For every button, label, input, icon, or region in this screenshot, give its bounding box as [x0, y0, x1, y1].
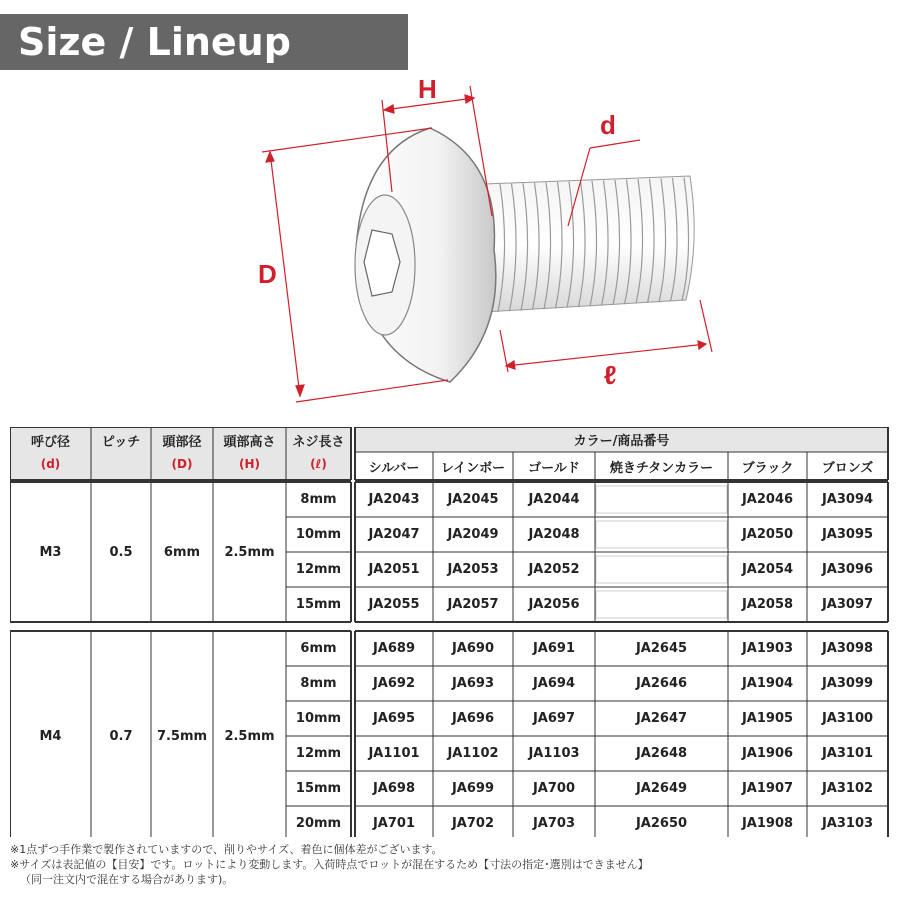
- header-nominal-sub: (d): [40, 457, 61, 471]
- note-3: （同一注文内で混在する場合があります)。: [20, 873, 234, 886]
- header-thread_len: ネジ長さ: [292, 434, 345, 450]
- product-code-cell: JA3099: [821, 676, 874, 691]
- product-code-cell: JA1101: [368, 746, 420, 761]
- product-code-cell: JA697: [532, 711, 576, 726]
- length-cell: 15mm: [295, 781, 342, 796]
- header-color-0: シルバー: [368, 460, 420, 476]
- product-code-cell: JA695: [372, 711, 416, 726]
- product-code-cell: JA2058: [741, 597, 794, 612]
- product-code-cell: JA690: [451, 641, 495, 656]
- product-code-cell: JA3102: [821, 781, 874, 796]
- product-code-cell: JA1903: [741, 641, 794, 656]
- bolt-head: [355, 128, 496, 382]
- product-code-cell: JA699: [451, 781, 495, 796]
- product-code-cell: JA3103: [821, 816, 874, 831]
- product-code-cell: JA2046: [741, 492, 794, 507]
- header-head_height-sub: (H): [238, 457, 260, 471]
- length-cell: 12mm: [295, 562, 342, 577]
- label-D: D: [258, 259, 277, 289]
- product-code-cell: JA2045: [447, 492, 499, 507]
- product-code-cell: JA2056: [528, 597, 580, 612]
- product-code-cell: JA2049: [447, 527, 499, 542]
- header-color-1: レインボー: [440, 460, 506, 476]
- product-code-cell: [595, 552, 728, 587]
- product-code-cell: JA2043: [368, 492, 420, 507]
- notes: [10, 842, 890, 887]
- bolt-shaft: [484, 176, 694, 312]
- product-code-cell: JA2647: [635, 711, 688, 726]
- header-head_height: 頭部高さ: [223, 434, 276, 450]
- product-code-cell: JA2053: [447, 562, 499, 577]
- product-code-cell: JA2047: [368, 527, 420, 542]
- product-code-cell: [595, 517, 728, 552]
- product-code-cell: JA3098: [821, 641, 874, 656]
- product-code-cell: JA2057: [447, 597, 499, 612]
- product-code-cell: JA703: [532, 816, 576, 831]
- product-code-cell: JA1905: [741, 711, 794, 726]
- head-height-cell: 2.5mm: [224, 728, 275, 744]
- length-cell: 8mm: [300, 676, 337, 691]
- head-dia-cell: 7.5mm: [156, 728, 208, 744]
- header-head_dia-sub: (D): [171, 457, 193, 471]
- header-thread_len-sub: (ℓ): [310, 457, 327, 471]
- head-dia-cell: 6mm: [163, 544, 201, 560]
- product-code-cell: JA2645: [635, 641, 688, 656]
- label-H: H: [418, 74, 437, 104]
- product-code-cell: JA2050: [741, 527, 794, 542]
- product-code-cell: [595, 482, 728, 517]
- length-cell: 15mm: [295, 597, 342, 612]
- product-code-cell: JA701: [372, 816, 416, 831]
- length-cell: 8mm: [300, 492, 337, 507]
- product-code-cell: JA2650: [635, 816, 688, 831]
- product-code-cell: JA3097: [821, 597, 874, 612]
- product-code-cell: JA702: [451, 816, 495, 831]
- banner-title: Size / Lineup: [18, 20, 291, 64]
- product-code-cell: JA1906: [741, 746, 794, 761]
- product-code-cell: JA2051: [368, 562, 420, 577]
- product-code-cell: JA2048: [528, 527, 580, 542]
- product-code-cell: JA1103: [528, 746, 580, 761]
- header-nominal: 呼び径: [30, 434, 70, 450]
- product-code-cell: JA3095: [821, 527, 874, 542]
- spec-table: [10, 427, 890, 837]
- product-code-cell: JA3100: [821, 711, 874, 726]
- size-cell: M3: [39, 544, 62, 560]
- product-code-cell: JA693: [451, 676, 495, 691]
- note-2: ※サイズは表記値の【目安】です。ロットにより変動します。入荷時点でロットが混在するため【寸法の指定･選別はできません】: [10, 858, 649, 871]
- product-code-cell: JA698: [372, 781, 416, 796]
- product-code-cell: JA2649: [635, 781, 688, 796]
- length-cell: 10mm: [295, 527, 342, 542]
- product-code-cell: JA696: [451, 711, 495, 726]
- product-code-cell: JA1908: [741, 816, 794, 831]
- note-1: ※1点ずつ手作業で製作されていますので、削りやサイズ、着色に個体差がございます。: [10, 843, 443, 856]
- product-code-cell: JA2646: [635, 676, 688, 691]
- header-color-group: カラー/商品番号: [573, 434, 670, 449]
- product-code-cell: JA692: [372, 676, 416, 691]
- length-cell: 20mm: [295, 816, 342, 831]
- size-cell: M4: [39, 728, 62, 744]
- product-code-cell: JA2055: [368, 597, 420, 612]
- product-code-cell: JA3096: [821, 562, 874, 577]
- header-color-3: 焼きチタンカラー: [609, 460, 714, 476]
- length-cell: 6mm: [300, 641, 337, 656]
- bolt-diagram: [0, 0, 900, 420]
- product-code-cell: [595, 587, 728, 622]
- header-color-2: ゴールド: [528, 460, 580, 476]
- product-code-cell: JA694: [532, 676, 576, 691]
- product-code-cell: JA1904: [741, 676, 794, 691]
- header-head_dia: 頭部径: [162, 434, 202, 450]
- length-cell: 10mm: [295, 711, 342, 726]
- product-code-cell: JA2054: [741, 562, 794, 577]
- product-code-cell: JA700: [532, 781, 576, 796]
- header-color-4: ブラック: [741, 460, 794, 476]
- product-code-cell: JA2052: [528, 562, 580, 577]
- header-color-5: ブロンズ: [821, 460, 874, 476]
- product-code-cell: JA2044: [528, 492, 580, 507]
- product-code-cell: JA3094: [821, 492, 874, 507]
- pitch-cell: 0.5: [109, 544, 133, 560]
- label-l: ℓ: [604, 360, 617, 390]
- product-code-cell: JA3101: [821, 746, 874, 761]
- product-code-cell: JA1102: [447, 746, 499, 761]
- product-code-cell: JA1907: [741, 781, 794, 796]
- pitch-cell: 0.7: [109, 728, 133, 744]
- product-code-cell: JA691: [532, 641, 576, 656]
- product-code-cell: JA2648: [635, 746, 688, 761]
- product-code-cell: JA689: [372, 641, 416, 656]
- length-cell: 12mm: [295, 746, 342, 761]
- label-d: d: [600, 110, 616, 140]
- head-height-cell: 2.5mm: [224, 544, 275, 560]
- header-pitch: ピッチ: [101, 434, 141, 450]
